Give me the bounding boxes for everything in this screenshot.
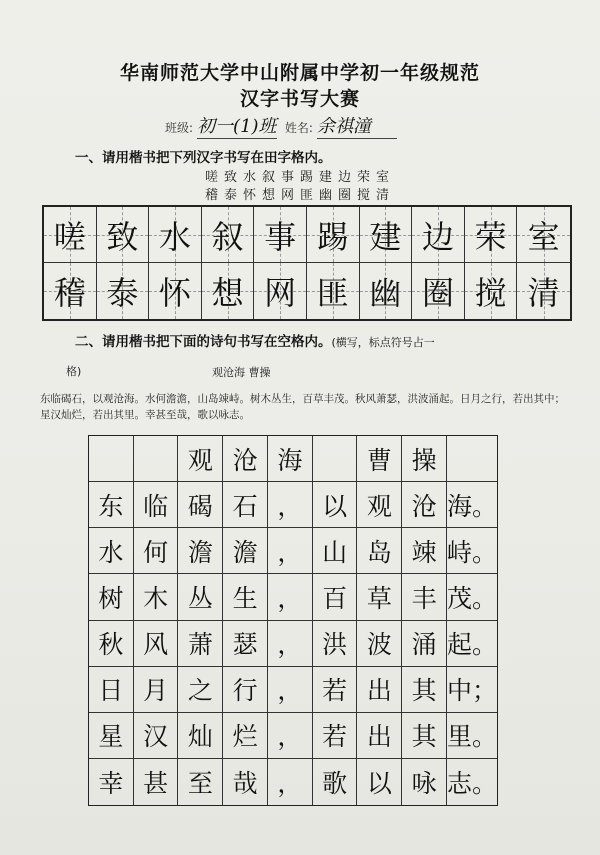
poem-cell: 山	[313, 528, 358, 574]
poem-cell: 日	[89, 667, 134, 713]
section-2-note: (横写，标点符号占一	[331, 336, 435, 349]
poem-cell: 海。	[447, 482, 497, 528]
poem-cell: 以	[357, 759, 402, 805]
tianzige-cell	[517, 207, 570, 263]
tianzige-cell	[254, 207, 307, 263]
poem-title: 观沧海 曹操	[212, 366, 271, 379]
tianzige-cell	[360, 263, 413, 319]
poem-cell: 以	[313, 482, 358, 528]
poem-cell: 丰	[402, 574, 447, 620]
poem-cell: 海	[268, 436, 313, 482]
handwritten-char: 匪	[316, 274, 349, 312]
poem-cell: 岛	[357, 528, 402, 574]
tianzige-cell	[465, 263, 518, 319]
poem-cell: 茂。	[447, 574, 497, 620]
tianzige-cell	[202, 207, 255, 263]
poem-cell: 波	[357, 621, 402, 667]
poem-cell: 若	[313, 713, 358, 759]
poem-cell: 星	[89, 713, 134, 759]
poem-cell: 其	[402, 713, 447, 759]
handwritten-char: 踢	[316, 217, 349, 256]
poem-cell: 澹	[178, 528, 223, 574]
poem-cell: 树	[89, 574, 134, 620]
handwritten-char: 怀	[158, 274, 191, 312]
poem-cell: 东	[89, 482, 134, 528]
poem-cell	[134, 436, 179, 482]
section-2-heading	[75, 330, 435, 350]
poem-cell: 汉	[134, 713, 179, 759]
poem-cell: 沧	[223, 436, 268, 482]
tianzige-cell	[465, 207, 518, 263]
poem-cell: 出	[357, 667, 402, 713]
handwritten-char: 想	[211, 274, 244, 312]
poem-cell: ，	[268, 759, 313, 805]
poem-cell: 志。	[446, 768, 497, 798]
poem-grid	[88, 435, 498, 806]
tianzige-cell	[97, 207, 150, 263]
poem-cell: 咏	[402, 759, 447, 805]
poem-cell: 峙。	[447, 528, 497, 574]
poem-cell: 秋	[89, 621, 134, 667]
handwritten-char: 边	[421, 217, 454, 256]
tianzige-cell	[360, 207, 413, 263]
poem-cell: 洪	[313, 621, 358, 667]
handwritten-char: 水	[158, 217, 191, 256]
poem-cell: 碣	[178, 482, 223, 528]
poem-cell: 沧	[402, 482, 447, 528]
handwritten-char: 幽	[369, 274, 402, 312]
poem-cell: 澹	[223, 528, 268, 574]
poem-cell: 之	[178, 667, 223, 713]
poem-cell: 哉	[223, 759, 268, 805]
section-1-chars-line-1: 嗟致水叙事踢建边荣室	[204, 170, 395, 185]
poem-cell: 瑟	[223, 621, 268, 667]
poem-cell: 至	[178, 759, 223, 805]
poem-cell	[447, 436, 497, 482]
tianzige-cell	[254, 263, 307, 319]
tianzige-cell	[202, 263, 255, 319]
handwritten-char: 稽	[53, 274, 86, 312]
tianzige-grid	[42, 205, 572, 321]
poem-cell: 里。	[447, 713, 497, 759]
handwritten-char: 荣	[474, 217, 507, 256]
handwritten-char: 搅	[474, 274, 507, 312]
handwritten-char: 叙	[211, 217, 244, 256]
poem-cell: 月	[134, 667, 179, 713]
title-line-1: 华南师范大学中山附属中学初一年级规范	[119, 62, 480, 84]
poem-cell: 灿	[178, 713, 223, 759]
poem-cell: 木	[134, 574, 179, 620]
poem-cell	[313, 436, 358, 482]
tianzige-cell	[517, 263, 570, 319]
tianzige-cell	[97, 263, 150, 319]
poem-cell: 水	[89, 528, 134, 574]
poem-cell: 曹	[357, 436, 402, 482]
poem-cell: 草	[357, 574, 402, 620]
student-info	[165, 112, 397, 139]
tianzige-cell	[44, 263, 97, 319]
poem-cell: ，	[268, 713, 313, 759]
poem-cell: 竦	[402, 528, 447, 574]
poem-cell	[89, 436, 134, 482]
poem-cell: 出	[357, 713, 402, 759]
poem-cell: 若	[313, 667, 358, 713]
tianzige-cell	[307, 263, 360, 319]
poem-cell: 烂	[223, 713, 268, 759]
poem-cell: 起。	[447, 621, 497, 667]
class-value: 初一(1)班	[197, 112, 277, 139]
section-1-heading: 一、请用楷书把下列汉字书写在田字格内。	[75, 150, 332, 166]
poem-cell: 何	[134, 528, 179, 574]
poem-cell: 石	[223, 482, 268, 528]
poem-cell: ，	[268, 574, 313, 620]
handwritten-char: 室	[527, 217, 560, 256]
poem-cell: 临	[134, 482, 179, 528]
tianzige-cell	[412, 207, 465, 263]
name-label: 姓名:	[284, 121, 313, 135]
poem-cell: 中；	[447, 667, 497, 713]
tianzige-cell	[149, 263, 202, 319]
handwritten-char: 建	[369, 217, 402, 256]
handwritten-char: 事	[264, 217, 297, 256]
poem-cell: 其	[402, 667, 447, 713]
poem-cell: 观	[357, 482, 402, 528]
poem-cell: 涌	[402, 621, 447, 667]
poem-cell: 丛	[178, 574, 223, 620]
tianzige-cell	[412, 263, 465, 319]
handwritten-char: 网	[264, 274, 297, 312]
poem-text: 东临碣石，以观沧海。水何澹澹，山岛竦峙。树木丛生，百草丰茂。秋风萧瑟，洪波涌起。日月之行，若出其中；星汉灿烂，若出其里。幸甚至哉，歌以咏志。	[40, 393, 565, 421]
title-line-2: 汉字书写大赛	[239, 88, 360, 110]
poem-cell: 百	[313, 574, 358, 620]
handwritten-char: 致	[106, 217, 139, 256]
poem-cell: 风	[134, 621, 179, 667]
class-label: 班级:	[165, 121, 194, 135]
handwritten-char: 嗟	[53, 217, 86, 256]
section-1-chars-line-2: 稽泰怀想网匪幽圈搅清	[204, 188, 395, 203]
section-2-heading-text: 二、请用楷书把下面的诗句书写在空格内。	[75, 334, 332, 350]
tianzige-cell	[149, 207, 202, 263]
poem-cell: 生	[223, 574, 268, 620]
tianzige-cell	[307, 207, 360, 263]
poem-cell: 萧	[178, 621, 223, 667]
tianzige-cell	[44, 207, 97, 263]
poem-cell: 歌	[313, 759, 358, 805]
handwritten-char: 圈	[421, 274, 454, 312]
poem-cell: 甚	[134, 759, 179, 805]
poem-cell: 行	[223, 667, 268, 713]
poem-cell: 幸	[89, 759, 134, 805]
poem-cell: ，	[268, 667, 313, 713]
poem-cell: 观	[178, 436, 223, 482]
name-value: 余祺潼	[317, 112, 397, 139]
poem-cell: ，	[268, 621, 313, 667]
handwritten-char: 泰	[106, 274, 139, 312]
poem-cell: ，	[268, 482, 313, 528]
handwritten-char: 清	[527, 274, 560, 312]
poem-cell: 操	[402, 436, 447, 482]
poem-cell: ，	[268, 528, 313, 574]
section-2-note-cont: 格)	[66, 365, 82, 378]
